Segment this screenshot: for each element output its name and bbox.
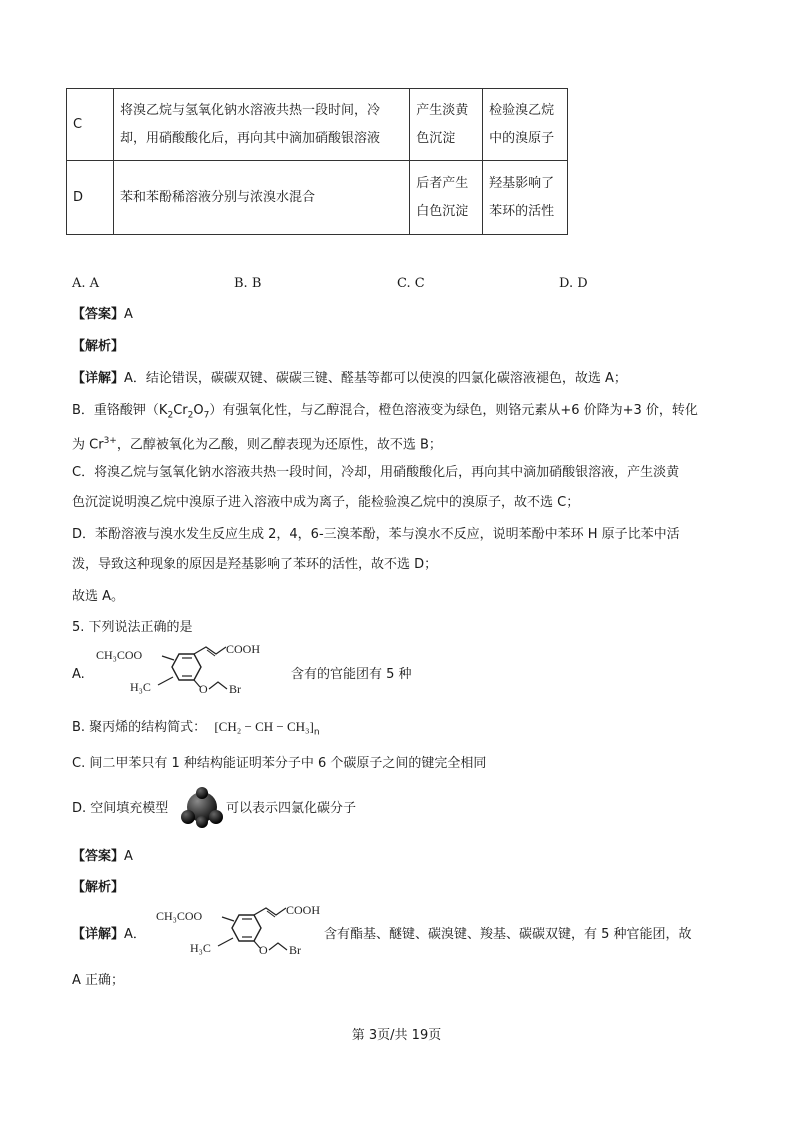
q4-detail-b1: B．重铬酸钾$(K_2Cr_2O_7)$有强氧化性，与乙醇混合，橙色溶液变为绿色，则铬元素从+6 价降为+3 价，转化 — [72, 403, 698, 421]
q4-detail-d1: D．苯酚溶液与溴水发生反应生成 2，4，6-三溴苯酚，苯与溴水不反应，说明苯酚中苯环 H 原子比苯中活 — [72, 527, 680, 542]
q4-conclusion: 故选 A。 — [72, 589, 125, 604]
bond — [218, 938, 233, 946]
q5-detail-a-cont: A 正确； — [72, 973, 125, 988]
q4-analysis-tag: 【解析】 — [72, 339, 125, 354]
phenomenon-cell: 后者产生 白色沉淀 — [410, 161, 483, 235]
q5-analysis-tag: 【解析】 — [72, 880, 125, 895]
q4-detail-b2: 为 $Cr^{3+}$，乙醇被氧化为乙酸，则乙醇表现为还原性，故不选 B； — [72, 436, 442, 453]
polypropylene-formula: [CH₂ − CH − CH₃] — [214, 719, 314, 734]
acetoxy-label: CH₃COO — [156, 909, 203, 923]
bond — [158, 677, 173, 685]
ether-chain — [269, 943, 287, 950]
conclusion-cell: 羟基影响了 苯环的活性 — [483, 161, 568, 235]
molecule-structure-a — [96, 645, 296, 697]
row-label: D — [67, 161, 114, 235]
q5-option-d-text: 可以表示四氯化碳分子 — [226, 801, 357, 816]
outer-atom — [181, 810, 195, 824]
bond — [162, 656, 174, 660]
choice-b: B. B — [234, 276, 262, 291]
conclusion-cell: 检验溴乙烷 中的溴原子 — [483, 89, 568, 161]
ether-oxygen-label: O — [259, 943, 268, 957]
methyl-label: H₃C — [130, 680, 151, 694]
q5-stem: 5. 下列说法正确的是 — [72, 620, 193, 635]
q5-option-a-text: 含有的官能团有 5 种 — [291, 667, 412, 682]
q5-detail-a-label: 【详解】A． — [72, 927, 146, 942]
carboxyl-label: COOH — [226, 645, 261, 656]
choice-d: D. D — [559, 276, 588, 291]
table-row — [67, 89, 568, 161]
bromo-label: Br — [289, 943, 301, 957]
row-label: C — [67, 89, 114, 161]
operation-cell: 将溴乙烷与氢氧化钠水溶液共热一段时间，冷 却，用硝酸酸化后，再向其中滴加硝酸银溶液 — [113, 89, 409, 161]
ether-chain — [209, 682, 227, 689]
phenomenon-cell: 产生淡黄 色沉淀 — [410, 89, 483, 161]
q4-answer: 【答案】A — [72, 307, 133, 322]
operation-cell: 苯和苯酚稀溶液分别与浓溴水混合 — [113, 161, 409, 235]
q4-detail-d2: 泼，导致这种现象的原因是羟基影响了苯环的活性，故不选 D； — [72, 557, 438, 572]
bond — [222, 917, 234, 921]
q5-option-b: B. 聚丙烯的结构简式： [CH₂ − CH − $CH_3]_n$ — [72, 719, 320, 738]
table-row — [67, 161, 568, 235]
choice-a: A. A — [72, 276, 100, 291]
q4-detail-a: 【详解】A．结论错误，碳碳双键、碳碳三键、醛基等都可以使溴的四氯化碳溶液褪色，故选 A； — [72, 371, 627, 386]
outer-atom — [196, 816, 208, 828]
q4-detail-c1: C．将溴乙烷与氢氧化钠水溶液共热一段时间，冷却，用硝酸酸化后，再向其中滴加硝酸银溶液，产生淡黄 — [72, 465, 680, 480]
bromo-label: Br — [229, 682, 241, 696]
outer-atom — [209, 810, 223, 824]
vinyl-chain — [254, 908, 286, 915]
q5-option-a-label: A. — [72, 667, 85, 682]
q5-detail-a-text: 含有酯基、醚键、碳溴键、羧基、碳碳双键，有 5 种官能团，故 — [324, 927, 692, 942]
choice-c: C. C — [397, 276, 425, 291]
q5-option-c: C. 间二甲苯只有 1 种结构能证明苯分子中 6 个碳原子之间的键完全相同 — [72, 756, 487, 771]
q5-answer: 【答案】A — [72, 849, 133, 864]
ether-oxygen-label: O — [199, 682, 208, 696]
page-footer: 第 3页/共 19页 — [351, 1028, 442, 1043]
acetoxy-label: CH₃COO — [96, 648, 143, 662]
experiment-table — [66, 88, 568, 235]
vinyl-chain — [194, 647, 226, 654]
methyl-label: H₃C — [190, 941, 211, 955]
outer-atom — [196, 787, 208, 799]
q5-option-d-label: D. 空间填充模型 — [72, 801, 169, 816]
space-filling-model — [180, 786, 224, 830]
q4-detail-c2: 色沉淀说明溴乙烷中溴原子进入溶液中成为离子，能检验溴乙烷中的溴原子，故不选 C； — [72, 495, 580, 510]
carboxyl-label: COOH — [286, 906, 321, 917]
